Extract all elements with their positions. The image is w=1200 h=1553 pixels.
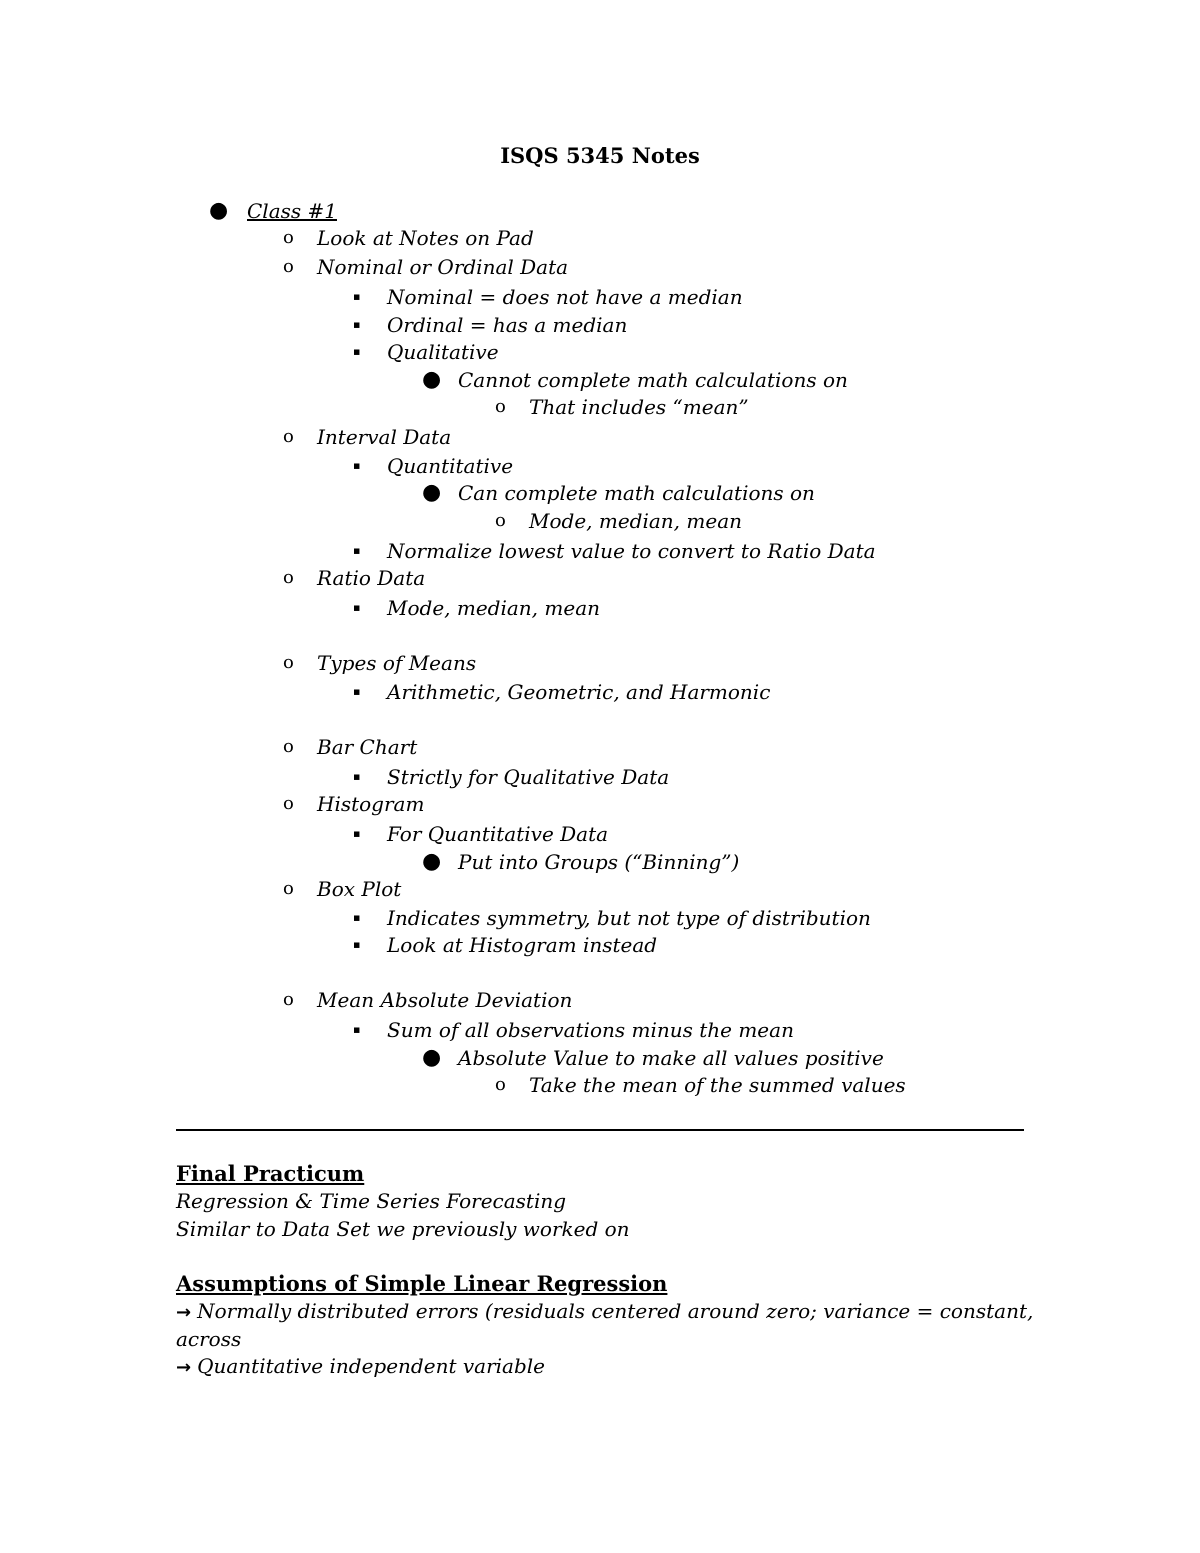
outline-item-look-histogram: Look at Histogram instead bbox=[387, 933, 658, 957]
assumptions-heading: Assumptions of Simple Linear Regression bbox=[176, 1271, 668, 1296]
bullet-square-icon: ▪ bbox=[353, 911, 361, 924]
outline-item-nominal-ordinal: Nominal or Ordinal Data bbox=[317, 255, 569, 279]
outline-item-class1: Class #1 bbox=[247, 199, 337, 223]
bullet-square-icon: ▪ bbox=[353, 345, 361, 358]
bullet-square-icon: ▪ bbox=[353, 459, 361, 472]
outline-item-sum-obs: Sum of all observations minus the mean bbox=[387, 1018, 794, 1042]
outline-item-mode-median-mean: Mode, median, mean bbox=[387, 596, 600, 620]
outline-item-binning: Put into Groups (“Binning”) bbox=[458, 850, 740, 874]
outline-item-includes-mean: That includes “mean” bbox=[529, 395, 749, 419]
assumption-text: Quantitative independent variable bbox=[197, 1354, 545, 1378]
outline-item-quantitative: Quantitative bbox=[387, 454, 514, 478]
arrow-right-icon: → bbox=[176, 1302, 192, 1323]
bullet-square-icon: ▪ bbox=[353, 544, 361, 557]
arrow-right-icon: → bbox=[176, 1357, 192, 1378]
assumption-continuation: across bbox=[176, 1327, 242, 1351]
page-title: ISQS 5345 Notes bbox=[500, 143, 700, 168]
outline-item-look-at-notes: Look at Notes on Pad bbox=[317, 226, 534, 250]
outline-item-for-quantitative: For Quantitative Data bbox=[387, 822, 609, 846]
bullet-square-icon: ▪ bbox=[353, 601, 361, 614]
outline-item-take-mean: Take the mean of the summed values bbox=[529, 1073, 906, 1097]
outline-item-mad: Mean Absolute Deviation bbox=[317, 988, 573, 1012]
bullet-circle-icon: o bbox=[283, 652, 294, 673]
bullet-circle-icon: o bbox=[283, 567, 294, 588]
bullet-square-icon: ▪ bbox=[353, 1023, 361, 1036]
outline-item-strictly-qualitative: Strictly for Qualitative Data bbox=[387, 765, 670, 789]
outline-item-nominal-def: Nominal = does not have a median bbox=[387, 285, 743, 309]
bullet-square-icon: ▪ bbox=[353, 290, 361, 303]
outline-item-interval-data: Interval Data bbox=[317, 425, 452, 449]
bullet-disc-icon: ● bbox=[422, 480, 442, 505]
outline-item-bar-chart: Bar Chart bbox=[317, 735, 418, 759]
final-practicum-line: Regression & Time Series Forecasting bbox=[176, 1189, 567, 1213]
bullet-circle-icon: o bbox=[283, 793, 294, 814]
assumption-item bbox=[176, 1352, 545, 1382]
bullet-square-icon: ▪ bbox=[353, 827, 361, 840]
outline-item-can-complete: Can complete math calculations on bbox=[458, 481, 815, 505]
outline-item-normalize: Normalize lowest value to convert to Ratio Data bbox=[387, 539, 876, 563]
outline-item-mode-median-mean: Mode, median, mean bbox=[529, 509, 742, 533]
bullet-square-icon: ▪ bbox=[353, 318, 361, 331]
bullet-square-icon: ▪ bbox=[353, 770, 361, 783]
outline-item-qualitative: Qualitative bbox=[387, 340, 499, 364]
outline-item-means-list: Arithmetic, Geometric, and Harmonic bbox=[387, 680, 771, 704]
bullet-square-icon: ▪ bbox=[353, 938, 361, 951]
bullet-circle-icon: o bbox=[283, 878, 294, 899]
bullet-circle-icon: o bbox=[495, 1074, 506, 1095]
outline-item-box-plot: Box Plot bbox=[317, 877, 402, 901]
outline-item-types-of-means: Types of Means bbox=[317, 651, 477, 675]
bullet-disc-icon: ● bbox=[422, 367, 442, 392]
bullet-circle-icon: o bbox=[283, 989, 294, 1010]
bullet-circle-icon: o bbox=[283, 227, 294, 248]
outline-item-symmetry: Indicates symmetry, but not type of distribution bbox=[387, 906, 871, 930]
bullet-disc-icon: ● bbox=[422, 849, 442, 874]
bullet-disc-icon: ● bbox=[422, 1045, 442, 1070]
bullet-circle-icon: o bbox=[283, 256, 294, 277]
bullet-circle-icon: o bbox=[495, 510, 506, 531]
outline-item-ordinal-def: Ordinal = has a median bbox=[387, 313, 628, 337]
bullet-circle-icon: o bbox=[283, 736, 294, 757]
assumption-text: Normally distributed errors (residuals centered around zero; variance = constant, bbox=[197, 1299, 1034, 1323]
outline-item-cannot-complete: Cannot complete math calculations on bbox=[458, 368, 848, 392]
horizontal-divider bbox=[176, 1129, 1024, 1131]
bullet-circle-icon: o bbox=[495, 396, 506, 417]
outline-item-ratio-data: Ratio Data bbox=[317, 566, 426, 590]
final-practicum-heading: Final Practicum bbox=[176, 1161, 365, 1186]
bullet-square-icon: ▪ bbox=[353, 685, 361, 698]
outline-item-histogram: Histogram bbox=[317, 792, 425, 816]
outline-item-absolute-value: Absolute Value to make all values positive bbox=[458, 1046, 884, 1070]
assumption-item bbox=[176, 1297, 1033, 1327]
final-practicum-line: Similar to Data Set we previously worked on bbox=[176, 1217, 630, 1241]
bullet-disc-icon: ● bbox=[209, 198, 229, 223]
bullet-circle-icon: o bbox=[283, 426, 294, 447]
